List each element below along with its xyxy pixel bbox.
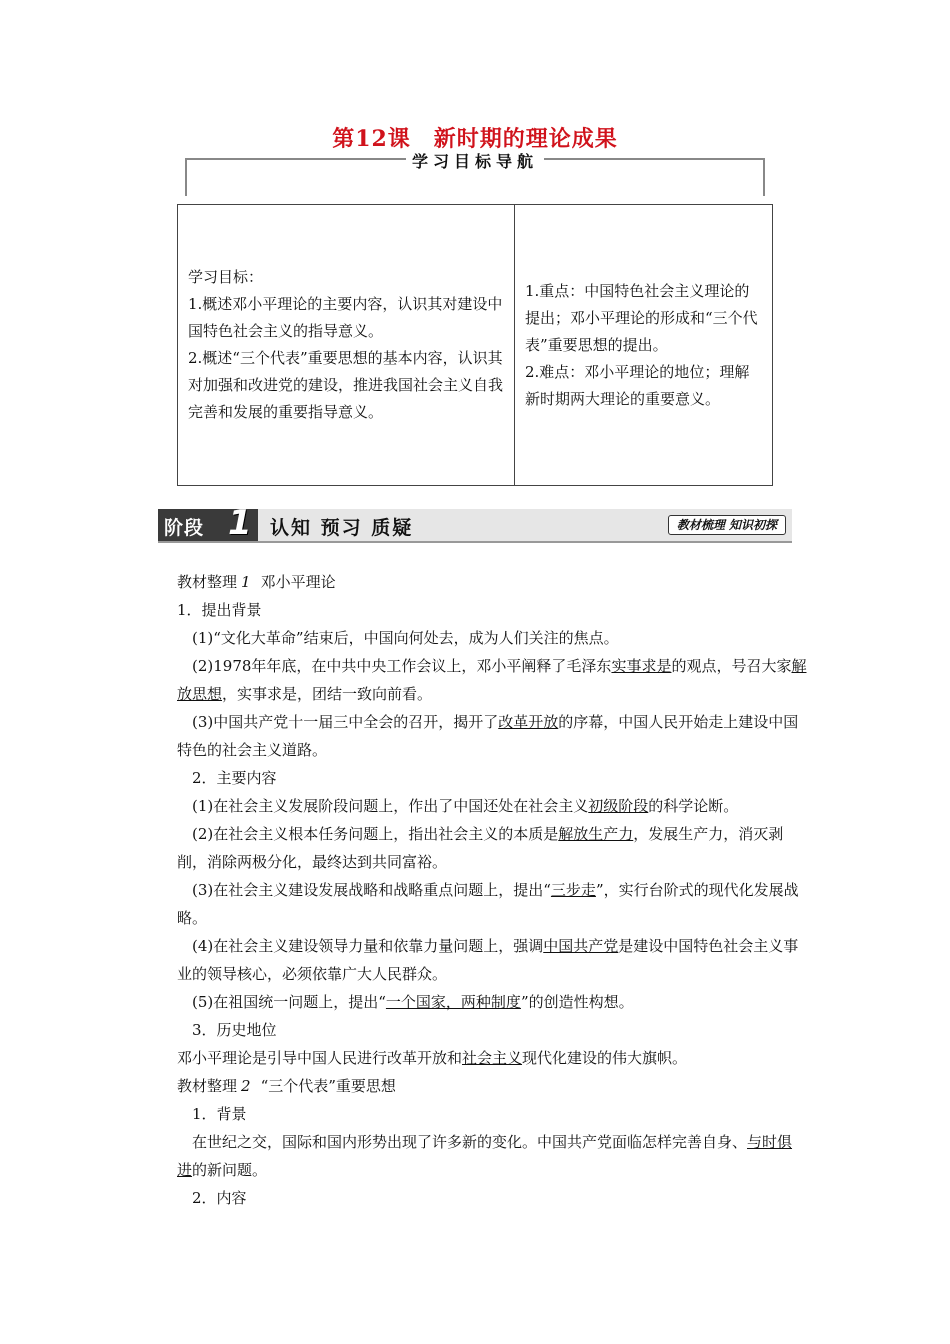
section-number: 1 (241, 573, 251, 591)
goals-heading: 学习目标： (188, 268, 264, 286)
paragraph-text: 的新问题。 (192, 1161, 268, 1179)
key-term: 解放思想 (177, 657, 807, 703)
stage-tag-text: 阶段 (164, 517, 205, 539)
goal-item: 1.概述邓小平理论的主要内容，认识其对建设中国特色社会主义的指导意义。 (188, 295, 503, 340)
paragraph (177, 820, 807, 876)
key-term: 与时俱进 (177, 1133, 793, 1179)
paragraph-text: ”的创造性构想。 (520, 993, 634, 1011)
paragraph-text: (5)在祖国统一问题上，提出“ (192, 993, 386, 1011)
learning-goals-nav-header (185, 152, 765, 196)
subheading (177, 1100, 807, 1128)
key-term: 改革开放 (498, 713, 559, 731)
paragraph-text: 的序幕，中国人民开始走上建设中国特色的社会主义道路。 (177, 713, 799, 759)
paragraph (177, 876, 807, 932)
lesson-title: 第12课 新时期的理论成果 (332, 126, 618, 152)
paragraph-text: ”，实行台阶式的现代化发展战略。 (177, 881, 799, 927)
key-term: 实事求是 (611, 657, 672, 675)
paragraph (177, 1044, 807, 1072)
paragraph (177, 624, 807, 652)
stage-tag (158, 503, 258, 543)
key-points-cell (515, 205, 772, 485)
paragraph (177, 932, 807, 988)
subheading (177, 1184, 807, 1212)
paragraph-text: (1)在社会主义发展阶段问题上，作出了中国还处在社会主义 (192, 797, 589, 815)
paragraph (177, 708, 807, 764)
paragraph-text: 现代化建设的伟大旗帜。 (522, 1049, 688, 1067)
section-label: 教材整理 (177, 1077, 238, 1095)
paragraph-text: (1)“文化大革命”结束后，中国向何处去，成为人们关注的焦点。 (192, 629, 619, 647)
subheading-text: 3．历史地位 (192, 1021, 277, 1039)
stage-number: 1 (228, 503, 252, 543)
paragraph-text: (2)在社会主义根本任务问题上，指出社会主义的本质是 (192, 825, 559, 843)
subheading-text: 1．背景 (192, 1105, 247, 1123)
subheading (177, 1016, 807, 1044)
paragraph (177, 1128, 807, 1184)
key-term: 中国共产党 (543, 937, 619, 955)
key-term: 一个国家，两种制度 (385, 993, 521, 1011)
subheading (177, 596, 807, 624)
goal-item: 2.概述“三个代表”重要思想的基本内容，认识其对加强和改进党的建设，推进我国社会主义自我完善和发展的重要指导意义。 (188, 349, 504, 421)
paragraph-text: (3)中国共产党十一届三中全会的召开，揭开了 (192, 713, 499, 731)
section-title: “三个代表”重要思想 (260, 1077, 396, 1095)
paragraph-text: 在世纪之交，国际和国内形势出现了许多新的变化。中国共产党面临怎样完善自身、 (192, 1133, 748, 1151)
paragraph (177, 792, 807, 820)
subheading (177, 764, 807, 792)
goals-cell (178, 205, 515, 485)
paragraph-text: 的观点，号召大家 (671, 657, 792, 675)
key-point-item: 1.重点：中国特色社会主义理论的提出；邓小平理论的形成和“三个代表”重要思想的提出。 (525, 281, 758, 354)
paragraph-text: (3)在社会主义建设发展战略和战略重点问题上，提出“ (192, 881, 551, 899)
paragraph-text: ，发展生产力，消灭剥削，消除两极分化，最终达到共同富裕。 (177, 825, 784, 871)
key-term: 初级阶段 (588, 797, 649, 815)
key-term: 三步走 (550, 881, 596, 899)
paragraph (177, 988, 807, 1016)
stage-title: 认知 预习 质疑 (270, 517, 414, 539)
paragraph (177, 652, 807, 708)
paragraph-text: (4)在社会主义建设领导力量和依靠力量问题上，强调 (192, 937, 544, 955)
subheading-text: 2．主要内容 (192, 769, 277, 787)
paragraph-text: (2)1978年年底，在中共中央工作会议上，邓小平阐释了毛泽东 (192, 657, 612, 675)
section-heading (177, 1072, 807, 1100)
subheading-text: 1．提出背景 (177, 601, 262, 619)
section-heading (177, 568, 807, 596)
key-term: 社会主义 (462, 1049, 523, 1067)
nav-label: 学习目标导航 (406, 152, 544, 171)
subheading-text: 2．内容 (192, 1189, 247, 1207)
section-title: 邓小平理论 (260, 573, 336, 591)
learning-goals-table (177, 204, 773, 486)
section-label: 教材整理 (177, 573, 238, 591)
paragraph-text: 是建设中国特色社会主义事业的领导核心，必须依靠广大人民群众。 (177, 937, 799, 983)
key-term: 解放生产力 (558, 825, 634, 843)
stage-banner (158, 503, 792, 543)
paragraph-text: 邓小平理论是引导中国人民进行改革开放和 (177, 1049, 463, 1067)
stage-subtitle: 教材梳理 知识初探 (668, 515, 786, 535)
paragraph-text: ，实事求是，团结一致向前看。 (222, 685, 433, 703)
lesson-content (177, 568, 807, 1212)
paragraph-text: 的科学论断。 (648, 797, 739, 815)
key-point-item: 2.难点：邓小平理论的地位；理解新时期两大理论的重要意义。 (525, 362, 750, 408)
section-number: 2 (241, 1077, 251, 1095)
